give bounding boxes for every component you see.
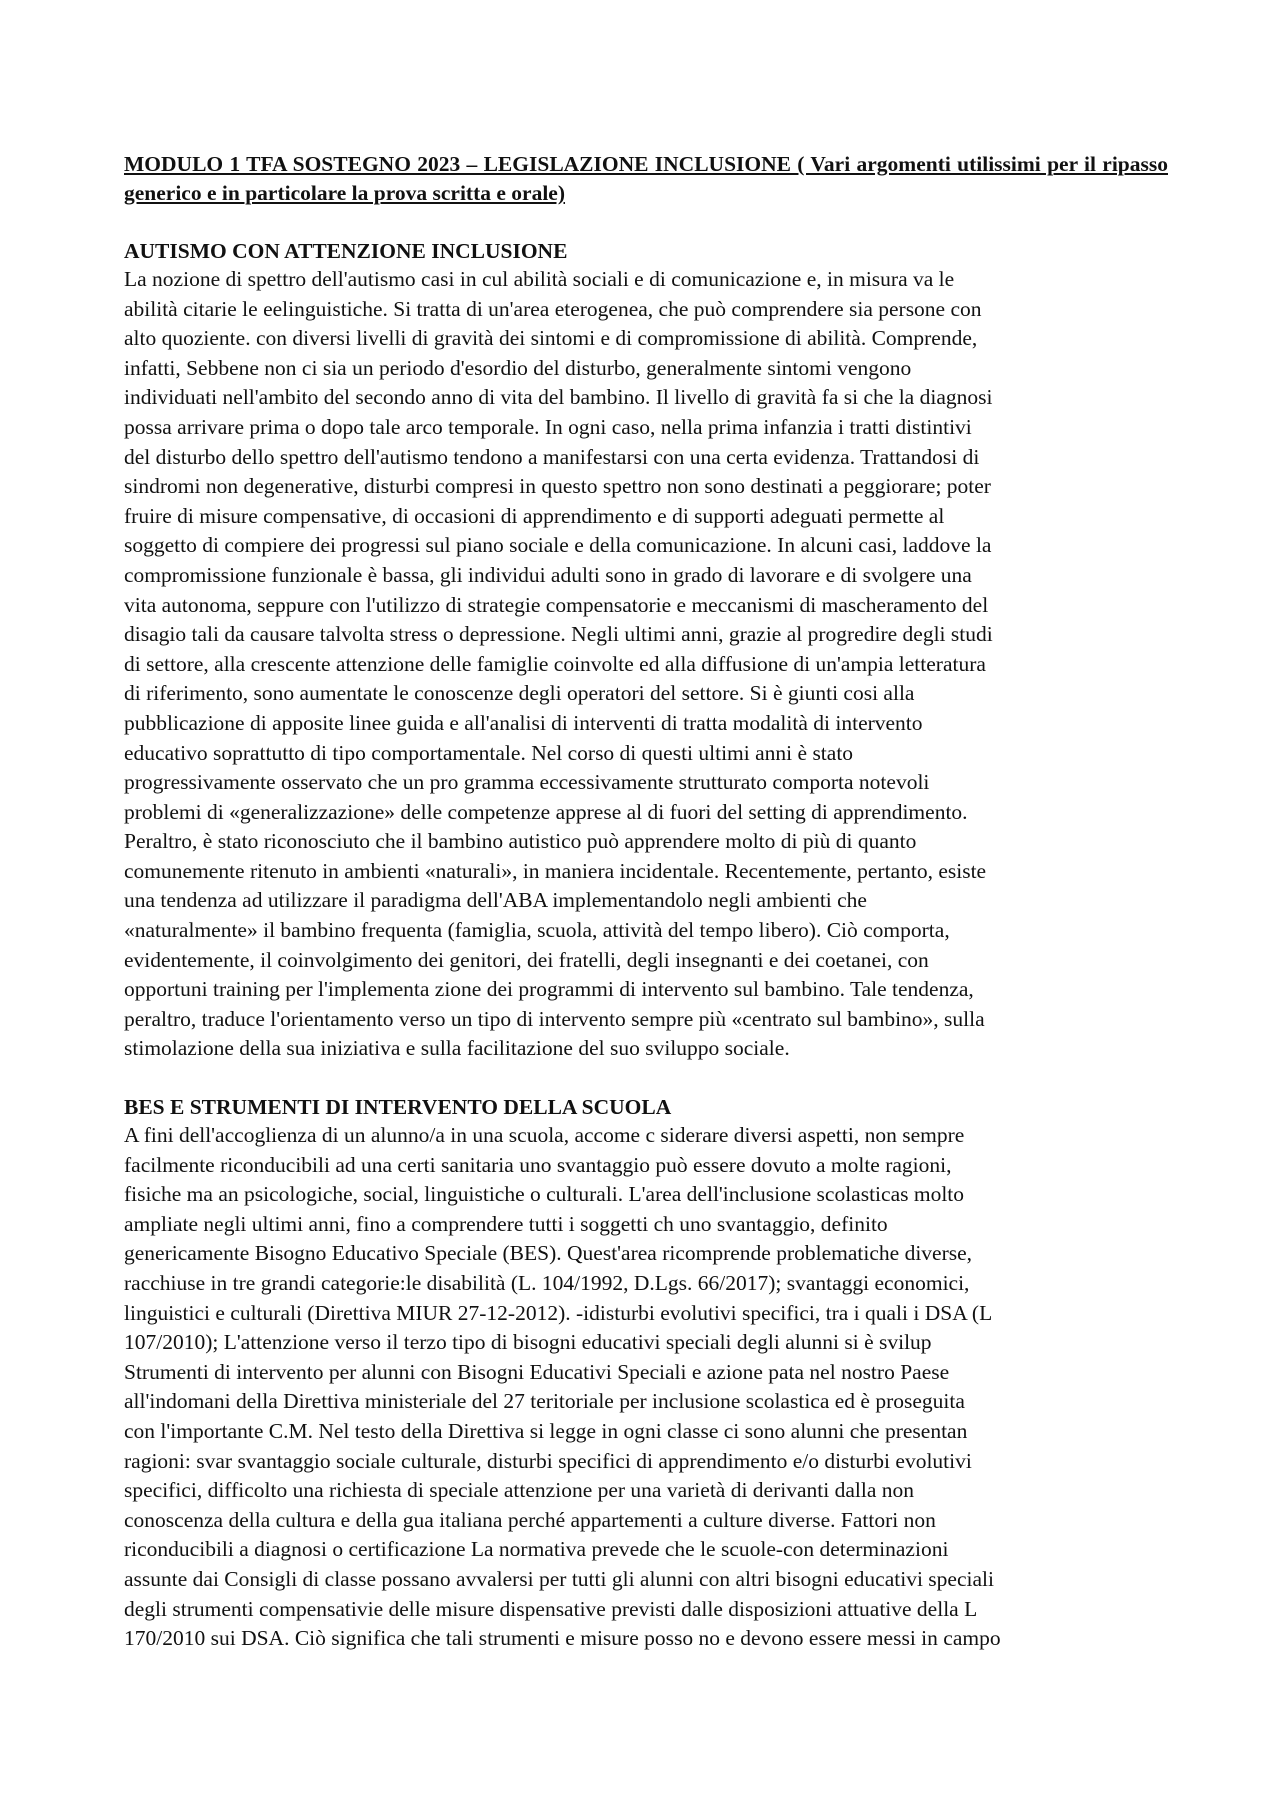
- text-line: problemi di «generalizzazione» delle competenze apprese al di fuori del setting di apprendimento.: [124, 799, 968, 824]
- text-line: pubblicazione di apposite linee guida e all'analisi di interventi di tratta modalità di intervento: [124, 710, 923, 735]
- text-line: assunte dai Consigli di classe possano avvalersi per tutti gli alunni con altri bisogni educativi speciali: [124, 1566, 994, 1591]
- text-line: comunemente ritenuto in ambienti «naturali», in maniera incidentale. Recentemente, pertanto, esiste: [124, 858, 987, 883]
- text-line: di riferimento, sono aumentate le conoscenze degli operatori del settore. Si è giunti cosi alla: [124, 681, 915, 706]
- section-body: [124, 265, 1168, 1064]
- text-line: soggetto di compiere dei progressi sul piano sociale e della comunicazione. In alcuni casi, laddove la: [124, 533, 992, 558]
- text-line: A fini dell'accoglienza di un alunno/a in una scuola, accome c siderare diversi aspetti, non sempre: [124, 1123, 965, 1148]
- text-line: compromissione funzionale è bassa, gli individui adulti sono in grado di lavorare e di svolgere una: [124, 562, 972, 587]
- text-line: «naturalmente» il bambino frequenta (famiglia, scuola, attività del tempo libero). Ciò comporta,: [124, 918, 950, 943]
- sections-container: [124, 238, 1168, 1654]
- text-line: Peraltro, è stato riconosciuto che il bambino autistico può apprendere molto di più di quanto: [124, 829, 917, 854]
- text-line: facilmente riconducibili ad una certi sanitaria uno svantaggio può essere dovuto a molte ragioni,: [124, 1152, 952, 1177]
- text-line: con l'importante C.M. Nel testo della Direttiva si legge in ogni classe ci sono alunni che presentan: [124, 1418, 968, 1443]
- section: [124, 1094, 1168, 1654]
- section-heading: BES E STRUMENTI DI INTERVENTO DELLA SCUOLA: [124, 1095, 672, 1120]
- text-line: fisiche ma an psicologiche, social, linguistiche o culturali. L'area dell'inclusione scolasticas molto: [124, 1182, 965, 1207]
- text-line: Strumenti di intervento per alunni con Bisogni Educativi Speciali e azione pata nel nostro Paese: [124, 1359, 950, 1384]
- section-body: [124, 1121, 1168, 1654]
- text-line: specifici, difficolto una richiesta di speciale attenzione per una varietà di derivanti dalla non: [124, 1478, 915, 1503]
- text-line: del disturbo dello spettro dell'autismo tendono a manifestarsi con una certa evidenza. Trattandosi di: [124, 444, 980, 469]
- text-line: vita autonoma, seppure con l'utilizzo di strategie compensatorie e meccanismi di mascheramento del: [124, 592, 989, 617]
- text-line: opportuni training per l'implementa zione dei programmi di intervento sul bambino. Tale tendenza,: [124, 977, 974, 1002]
- section: [124, 238, 1168, 1064]
- text-line: infatti, Sebbene non ci sia un periodo d'esordio del disturbo, generalmente sintomi vengono: [124, 355, 912, 380]
- text-line: sindromi non degenerative, disturbi compresi in questo spettro non sono destinati a peggiorare; poter: [124, 474, 991, 499]
- text-line: racchiuse in tre grandi categorie:le disabilità (L. 104/1992, D.Lgs. 66/2017); svantaggi economici,: [124, 1271, 970, 1295]
- text-line: educativo soprattutto di tipo comportamentale. Nel corso di questi ultimi anni è stato: [124, 740, 854, 765]
- text-line: ampliate negli ultimi anni, fino a comprendere tutti i soggetti ch uno svantaggio, definito: [124, 1211, 888, 1236]
- text-line: abilità citarie le eelinguistiche. Si tratta di un'area eterogenea, che può comprendere sia persone con: [124, 296, 982, 321]
- text-line: peraltro, traduce l'orientamento verso un tipo di intervento sempre più «centrato sul bambino», sulla: [124, 1006, 985, 1031]
- text-line: all'indomani della Direttiva ministeriale del 27 teritoriale per inclusione scolastica ed è proseguita: [124, 1389, 965, 1414]
- text-line: possa arrivare prima o dopo tale arco temporale. In ogni caso, nella prima infanzia i tratti distintivi: [124, 414, 972, 439]
- text-line: disagio tali da causare talvolta stress o depressione. Negli ultimi anni, grazie al progredire degli studi: [124, 622, 993, 647]
- text-line: individuati nell'ambito del secondo anno di vita del bambino. Il livello di gravità fa si che la diagnosi: [124, 385, 993, 410]
- text-line: conoscenza della cultura e della gua italiana perché appartementi a culture diverse. Fattori non: [124, 1507, 936, 1532]
- text-line: La nozione di spettro dell'autismo casi in cul abilità sociali e di comunicazione e, in misura va le: [124, 267, 955, 291]
- text-line: di settore, alla crescente attenzione delle famiglie coinvolte ed alla diffusione di un'ampia letteratura: [124, 651, 986, 676]
- text-line: 107/2010); L'attenzione verso il terzo tipo di bisogni educativi speciali degli alunni si è svilup: [124, 1330, 932, 1355]
- text-line: una tendenza ad utilizzare il paradigma dell'ABA implementandolo negli ambienti che: [124, 888, 867, 913]
- text-line: riconducibili a diagnosi o certificazione La normativa prevede che le scuole-con determinazioni: [124, 1537, 949, 1562]
- section-heading: AUTISMO CON ATTENZIONE INCLUSIONE: [124, 239, 568, 263]
- text-line: alto quoziente. con diversi livelli di gravità dei sintomi e di compromissione di abilità. Comprende,: [124, 326, 978, 351]
- document-page: [124, 150, 1168, 1654]
- text-line: 170/2010 sui DSA. Ciò significa che tali strumenti e misure posso no e devono essere messi in campo: [124, 1626, 1001, 1651]
- text-line: evidentemente, il coinvolgimento dei genitori, dei fratelli, degli insegnanti e dei coetanei, con: [124, 947, 929, 972]
- text-line: genericamente Bisogno Educativo Speciale (BES). Quest'area ricomprende problematiche diverse,: [124, 1241, 973, 1266]
- text-line: stimolazione della sua iniziativa e sulla facilitazione del suo sviluppo sociale.: [124, 1036, 790, 1061]
- text-line: ragioni: svar svantaggio sociale culturale, disturbi specifici di apprendimento e/o disturbi evolutivi: [124, 1448, 972, 1473]
- document-title: MODULO 1 TFA SOSTEGNO 2023 – LEGISLAZIONE INCLUSIONE ( Vari argomenti utilissimi per il ripasso generico e in particolare la prova scritta e orale): [124, 152, 1168, 205]
- text-line: fruire di misure compensative, di occasioni di apprendimento e di supporti adeguati permette al: [124, 503, 945, 528]
- text-line: linguistici e culturali (Direttiva MIUR 27-12-2012). -idisturbi evolutivi specifici, tra i quali i DSA (L: [124, 1300, 993, 1325]
- text-line: degli strumenti compensativie delle misure dispensative previsti dalle disposizioni attuative della L: [124, 1596, 978, 1621]
- text-line: progressivamente osservato che un pro gramma eccessivamente strutturato comporta notevoli: [124, 770, 930, 795]
